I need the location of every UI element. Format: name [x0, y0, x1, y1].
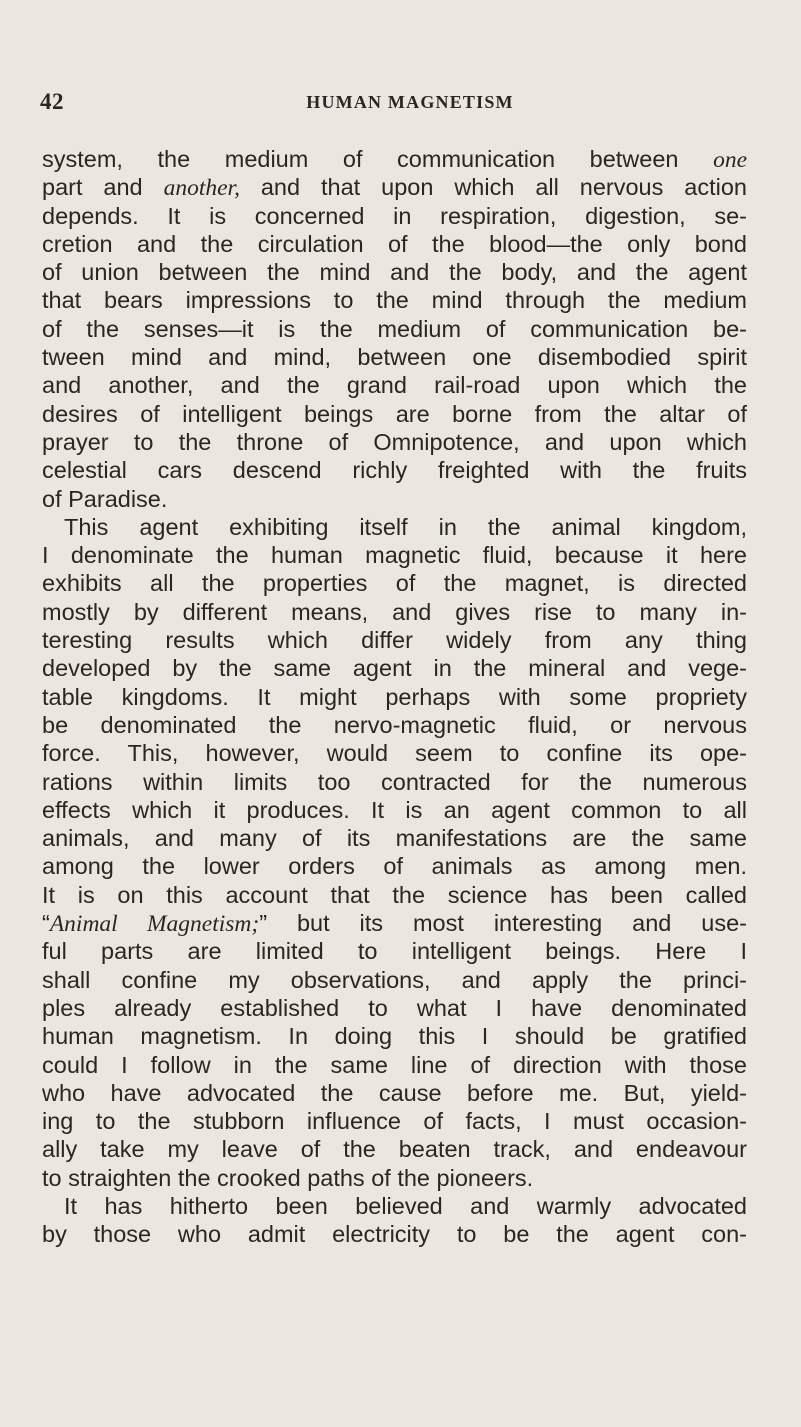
text-line: [42, 626, 747, 654]
text-segment: developed by the same agent in the mineral and vege-: [42, 655, 747, 682]
text-line: [42, 1192, 747, 1220]
text-segment: “: [42, 910, 50, 937]
text-segment: I denominate the human magnetic fluid, because it here: [42, 542, 747, 569]
italic-text: one: [713, 147, 747, 173]
text-segment: who have advocated the cause before me. But, yield-: [42, 1079, 747, 1106]
text-line: [42, 739, 747, 767]
text-line: [42, 428, 747, 456]
body-text: [42, 145, 747, 1249]
text-segment: rations within limits too contracted for the numerous: [42, 768, 747, 795]
italic-text: another,: [163, 175, 240, 202]
text-line: [42, 1107, 747, 1135]
text-segment: among the lower orders of animals as among men.: [42, 853, 747, 880]
text-line: [42, 230, 747, 258]
text-segment: This agent exhibiting itself in the animal kingdom,: [64, 513, 747, 540]
text-line: [42, 909, 747, 937]
text-line: [42, 1220, 747, 1248]
text-line: [42, 796, 747, 824]
text-segment: effects which it produces. It is an agent common to all: [42, 796, 747, 823]
text-line: [42, 1079, 747, 1107]
text-segment: of union between the mind and the body, and the agent: [42, 259, 747, 286]
page-header: [40, 89, 740, 119]
text-segment: tween mind and mind, between one disembodied spirit: [42, 344, 747, 371]
text-line: [42, 286, 747, 314]
text-segment: ples already established to what I have denominated: [42, 994, 747, 1021]
text-line: [42, 145, 747, 173]
text-line: [42, 541, 747, 569]
text-segment: human magnetism. In doing this I should be gratified: [42, 1023, 747, 1050]
text-segment: exhibits all the properties of the magnet, is directed: [42, 570, 747, 597]
text-line: [42, 456, 747, 484]
text-segment: part and: [42, 174, 164, 201]
text-segment: table kingdoms. It might perhaps with some propriety: [42, 683, 747, 710]
text-segment: ing to the stubborn influence of facts, I must occasion-: [42, 1108, 747, 1135]
text-segment: desires of intelligent beings are borne from the altar of: [42, 400, 747, 427]
text-line: [42, 881, 747, 909]
text-segment: celestial cars descend richly freighted with the fruits: [42, 457, 747, 484]
text-segment: It has hitherto been believed and warmly advocated: [64, 1192, 747, 1219]
text-line: [42, 569, 747, 597]
text-segment: by those who admit electricity to be the agent con-: [42, 1221, 747, 1248]
text-line: [42, 173, 747, 201]
text-line: [42, 824, 747, 852]
text-line: [42, 513, 747, 541]
text-segment: animals, and many of its manifestations are the same: [42, 825, 747, 852]
text-line: [42, 400, 747, 428]
text-line: [42, 202, 747, 230]
text-line: [42, 598, 747, 626]
text-segment: to straighten the crooked paths of the pioneers.: [42, 1164, 534, 1191]
italic-text: Animal Magnetism;: [49, 911, 260, 938]
text-segment: that bears impressions to the mind through the medium: [42, 287, 747, 314]
text-line: [42, 258, 747, 286]
text-segment: could I follow in the same line of direction with those: [42, 1051, 747, 1078]
text-segment: mostly by different means, and gives rise to many in-: [42, 598, 747, 625]
text-segment: It is on this account that the science has been called: [42, 881, 747, 908]
text-segment: and that upon which all nervous action: [239, 174, 747, 201]
text-segment: prayer to the throne of Omnipotence, and upon which: [42, 428, 747, 455]
text-line: [42, 966, 747, 994]
text-line: [42, 485, 747, 513]
text-line: [42, 937, 747, 965]
text-segment: of the senses—it is the medium of communication be-: [42, 315, 747, 342]
text-line: [42, 1022, 747, 1050]
text-line: [42, 315, 747, 343]
running-head: HUMAN MAGNETISM: [306, 92, 514, 112]
text-segment: ” but its most interesting and use-: [259, 910, 747, 937]
text-segment: cretion and the circulation of the blood—the only bond: [42, 230, 747, 257]
text-line: [42, 1051, 747, 1079]
text-segment: ful parts are limited to intelligent beings. Here I: [42, 938, 747, 965]
text-segment: system, the medium of communication between: [42, 146, 714, 172]
text-line: [42, 768, 747, 796]
text-line: [42, 1135, 747, 1163]
text-segment: depends. It is concerned in respiration, digestion, se-: [42, 202, 747, 229]
text-segment: teresting results which differ widely from any thing: [42, 627, 747, 654]
text-line: [42, 683, 747, 711]
text-segment: shall confine my observations, and apply the princi-: [42, 966, 747, 993]
text-line: [42, 711, 747, 739]
text-line: [42, 654, 747, 682]
page-number: 42: [40, 89, 64, 114]
text-segment: be denominated the nervo-magnetic fluid, or nervous: [42, 711, 747, 738]
text-line: [42, 1164, 747, 1192]
text-segment: of Paradise.: [42, 485, 168, 512]
text-line: [42, 852, 747, 880]
text-line: [42, 371, 747, 399]
text-line: [42, 994, 747, 1022]
text-segment: force. This, however, would seem to confine its ope-: [42, 740, 747, 767]
text-segment: and another, and the grand rail-road upon which the: [42, 372, 747, 399]
text-line: [42, 343, 747, 371]
text-segment: ally take my leave of the beaten track, and endeavour: [42, 1136, 747, 1163]
